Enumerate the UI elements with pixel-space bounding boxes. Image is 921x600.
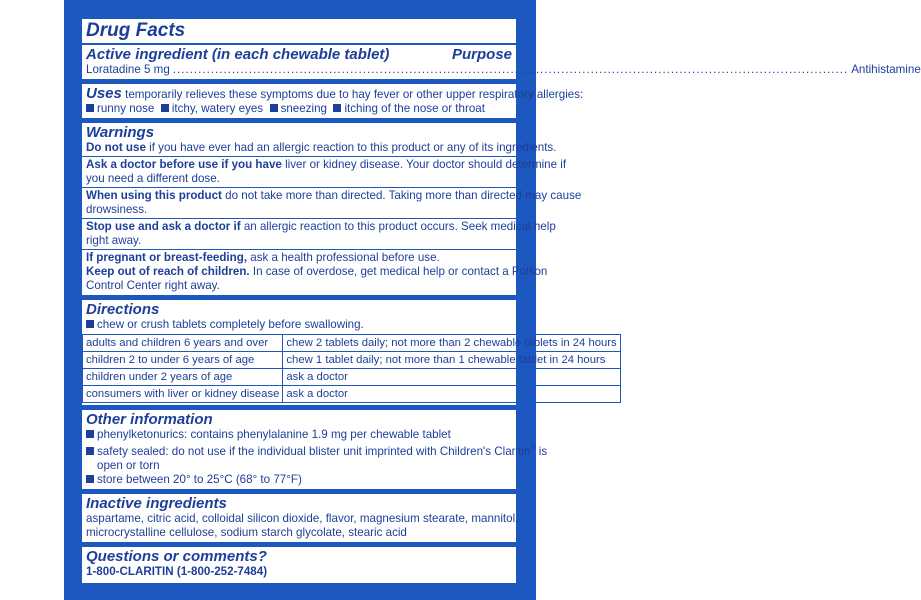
table-row: [83, 369, 621, 386]
table-cell: ask a doctor: [283, 369, 620, 386]
drug-facts-title: Drug Facts: [86, 20, 186, 41]
divider: [82, 295, 516, 300]
active-ingredient-header: [86, 46, 512, 63]
divider: [82, 187, 516, 188]
list-item: [86, 428, 512, 442]
bullet-square-icon: [86, 475, 94, 483]
list-item: runny nose: [97, 102, 155, 115]
table-cell: chew 2 tablets daily; not more than 2 chewable tablets in 24 hours: [283, 335, 620, 352]
ask-doctor-text: liver or kidney disease. Your doctor should determine if: [285, 158, 567, 171]
other-info-heading: Other information: [86, 411, 213, 428]
phone-number: 1-800-CLARITIN (1-800-252-7484): [86, 564, 268, 578]
ingredient-purpose: Antihistamine: [851, 63, 921, 76]
keep-out-text: In case of overdose, get medical help or contact a Poison: [252, 265, 548, 278]
uses-list: [86, 102, 512, 116]
stop-use-text: an allergic reaction to this product occurs. Seek medical help: [243, 220, 556, 233]
table-row: [83, 386, 621, 403]
inactive-heading: Inactive ingredients: [86, 494, 227, 512]
other-info-item: safety sealed: do not use if the individual blister unit imprinted with Children's Claritin: [97, 444, 531, 458]
bullet-square-icon: [333, 104, 341, 112]
purpose-heading: Purpose: [451, 46, 512, 63]
pregnant-text: ask a health professional before use.: [250, 251, 440, 264]
table-row: [83, 352, 621, 369]
list-item-cont: [86, 459, 512, 473]
keep-out-text-cont: Control Center right away.: [86, 279, 220, 292]
when-using-text: do not take more than directed. Taking more than directed may cause: [225, 189, 582, 202]
divider: [82, 156, 516, 157]
divider: [82, 489, 516, 494]
uses-intro: temporarily relieves these symptoms due to hay fever or other upper respiratory allergies:: [125, 88, 584, 101]
drug-facts-label: [82, 19, 921, 583]
list-item: itching of the nose or throat: [344, 102, 485, 115]
directions-intro-text: chew or crush tablets completely before swallowing.: [97, 318, 364, 331]
list-item: [86, 473, 512, 487]
inactive-text: aspartame, citric acid, colloidal silicon dioxide, flavor, magnesium stearate, mannitol,: [86, 511, 519, 525]
active-ingredient-row: [86, 63, 921, 77]
bullet-square-icon: [270, 104, 278, 112]
pregnant-line: [86, 251, 512, 265]
list-item: [86, 442, 548, 459]
table-cell: ask a doctor: [283, 386, 620, 403]
divider: [82, 249, 516, 250]
list-item: itchy, watery eyes: [171, 102, 264, 115]
keep-out-label: Keep out of reach of children.: [86, 265, 250, 278]
stop-use-text-cont: right away.: [86, 234, 142, 247]
stop-use-line: [86, 220, 556, 234]
directions-intro: [86, 318, 512, 332]
directions-heading: Directions: [86, 301, 160, 318]
when-using-text-cont: drowsiness.: [86, 203, 148, 216]
inactive-text-cont: microcrystalline cellulose, sodium starch glycolate, stearic acid: [86, 525, 407, 539]
bullet-square-icon: [161, 104, 169, 112]
dot-leader: ................................................................................................................................................................: [172, 63, 849, 76]
directions-table: [82, 334, 621, 403]
do-not-use-line: [86, 141, 557, 155]
bullet-square-icon: [86, 104, 94, 112]
ask-doctor-line: [86, 158, 567, 172]
when-using-line: [86, 189, 582, 203]
questions-heading: Questions or comments?: [86, 547, 267, 565]
uses-intro-line: [86, 85, 584, 102]
table-row: [83, 335, 621, 352]
divider: [82, 118, 516, 123]
table-cell: chew 1 tablet daily; not more than 1 chewable tablet in 24 hours: [283, 352, 620, 369]
warnings-heading: Warnings: [86, 124, 155, 141]
other-info-item: phenylketonurics: contains phenylalanine 1.9 mg per chewable tablet: [97, 428, 451, 441]
stop-use-label: Stop use and ask a doctor if: [86, 220, 241, 233]
when-using-label: When using this product: [86, 189, 222, 202]
bullet-square-icon: [86, 447, 94, 455]
divider: [82, 79, 516, 84]
do-not-use-label: Do not use: [86, 141, 146, 154]
uses-heading: Uses: [86, 85, 122, 102]
pregnant-label: If pregnant or breast-feeding,: [86, 251, 248, 264]
registered-mark: ®: [530, 445, 536, 452]
keep-out-line: [86, 265, 548, 279]
table-cell: adults and children 6 years and over: [83, 335, 283, 352]
active-ingredient-heading: Active ingredient (in each chewable tablet): [86, 46, 390, 63]
other-info-item-end: is: [535, 444, 548, 458]
divider: [82, 218, 516, 219]
divider: [82, 43, 516, 45]
table-cell: children under 2 years of age: [83, 369, 283, 386]
ask-doctor-text-cont: you need a different dose.: [86, 172, 220, 185]
other-info-item-cont: open or torn: [97, 458, 160, 472]
divider: [82, 542, 516, 547]
bullet-square-icon: [86, 320, 94, 328]
do-not-use-text: if you have ever had an allergic reaction to this product or any of its ingredients.: [149, 141, 557, 154]
ingredient-name: Loratadine 5 mg: [86, 63, 170, 76]
table-cell: consumers with liver or kidney disease: [83, 386, 283, 403]
ask-doctor-label: Ask a doctor before use if you have: [86, 158, 282, 171]
other-info-item: store between 20° to 25°C (68° to 77°F): [97, 472, 302, 486]
table-cell: children 2 to under 6 years of age: [83, 352, 283, 369]
bullet-square-icon: [86, 430, 94, 438]
divider: [82, 405, 516, 410]
list-item: sneezing: [280, 102, 327, 115]
